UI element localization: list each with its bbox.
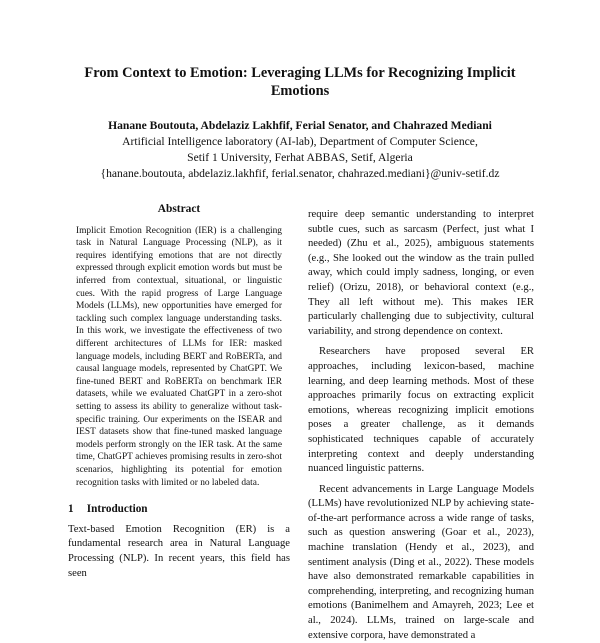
author-list: Hanane Boutouta, Abdelaziz Lakhfif, Ferial Senator, and Chahrazed Mediani <box>108 119 492 132</box>
left-column <box>68 203 290 581</box>
title-line-2: Emotions <box>270 83 330 99</box>
affiliation-line-1: Artificial Intelligence laboratory (AI-lab), Department of Computer Science, <box>122 135 478 148</box>
abstract-text: Implicit Emotion Recognition (IER) is a challenging task in Natural Language Processing (NLP), as it requires identifying emotions that are not directly expressed through explicit emotion words but must be inferred from contextual, situational, or linguistic cues. With the rapid progress of Large Language Models (LLMs), new opportunities have emerged for tackling such complex language understanding tasks. In this work, we investigate the effectiveness of two different architectures of LLMs for IER: masked language models, including BERT and RoBERTa, and causal language models, represented by ChatGPT. We fine-tuned BERT and RoBERTa on benchmark IER datasets, while we evaluated ChatGPT in a zero-shot setting to assess its ability to generalize without task-specific training. Our experiments on the ISEAR and IEST datasets show that fine-tuned masked language models perform strongly on the IER task. At the same time, ChatGPT achieves promising results in zero-shot scenarios, highlighting its potential for emotion recognition tasks with limited or no labeled data. <box>76 225 282 488</box>
body-paragraph-3: Recent advancements in Large Language Models (LLMs) have revolutionized NLP by achieving state-of-the-art performance across a wide range of tasks, such as question answering (Goar et al., 2023), machine translation (Hendy et al., 2023), and sentiment analysis (Ding et al., 2022). These models have also demonstrated remarkable capabilities in comprehending, interpreting, and recognizing human emotions (Banimelhem and Amayreh, 2023; Lee et al., 2024). LLMs, trained on large-scale and extensive corpora, have demonstrated a <box>308 483 534 641</box>
section-title: Introduction <box>86 503 148 516</box>
section-heading-introduction <box>68 503 290 517</box>
section-number: 1 <box>68 503 74 516</box>
body-paragraph-2: Researchers have proposed several ER approaches, including lexicon-based, machine learning, and deep learning methods. Most of these approaches primarily focus on extracting explicit emotions, whereas recognizing implicit emotions poses a greater challenge, as it demands sophisticated techniques capable of accurately interpreting context and deeply understanding nuanced linguistic patterns. <box>308 346 534 475</box>
body-paragraph-1: require deep semantic understanding to interpret subtle cues, such as sarcasm (Perfect, just what I needed) (Zhu et al., 2025), ambiguous statements (e.g., She looked out the window as the train pulled away, which could imply sadness, longing, or even relief) (Orizu, 2018), or behavioral context (e.g., They all left without me). This makes IER particularly challenging due to subjectivity, cultural variability, and strong dependence on context. <box>308 209 534 337</box>
title-line-1: From Context to Emotion: Leveraging LLMs for Recognizing Implicit <box>84 65 516 81</box>
introduction-paragraph: Text-based Emotion Recognition (ER) is a fundamental research area in Natural Language Processing (NLP). In recent years, this field has seen <box>68 523 290 579</box>
paper-title <box>60 64 540 100</box>
right-column <box>308 208 534 643</box>
abstract-heading: Abstract <box>157 203 201 215</box>
author-emails: {hanane.boutouta, abdelaziz.lakhfif, ferial.senator, chahrazed.mediani}@univ-setif.dz <box>100 167 500 180</box>
affiliation-line-2: Setif 1 University, Ferhat ABBAS, Setif, Algeria <box>187 151 413 164</box>
